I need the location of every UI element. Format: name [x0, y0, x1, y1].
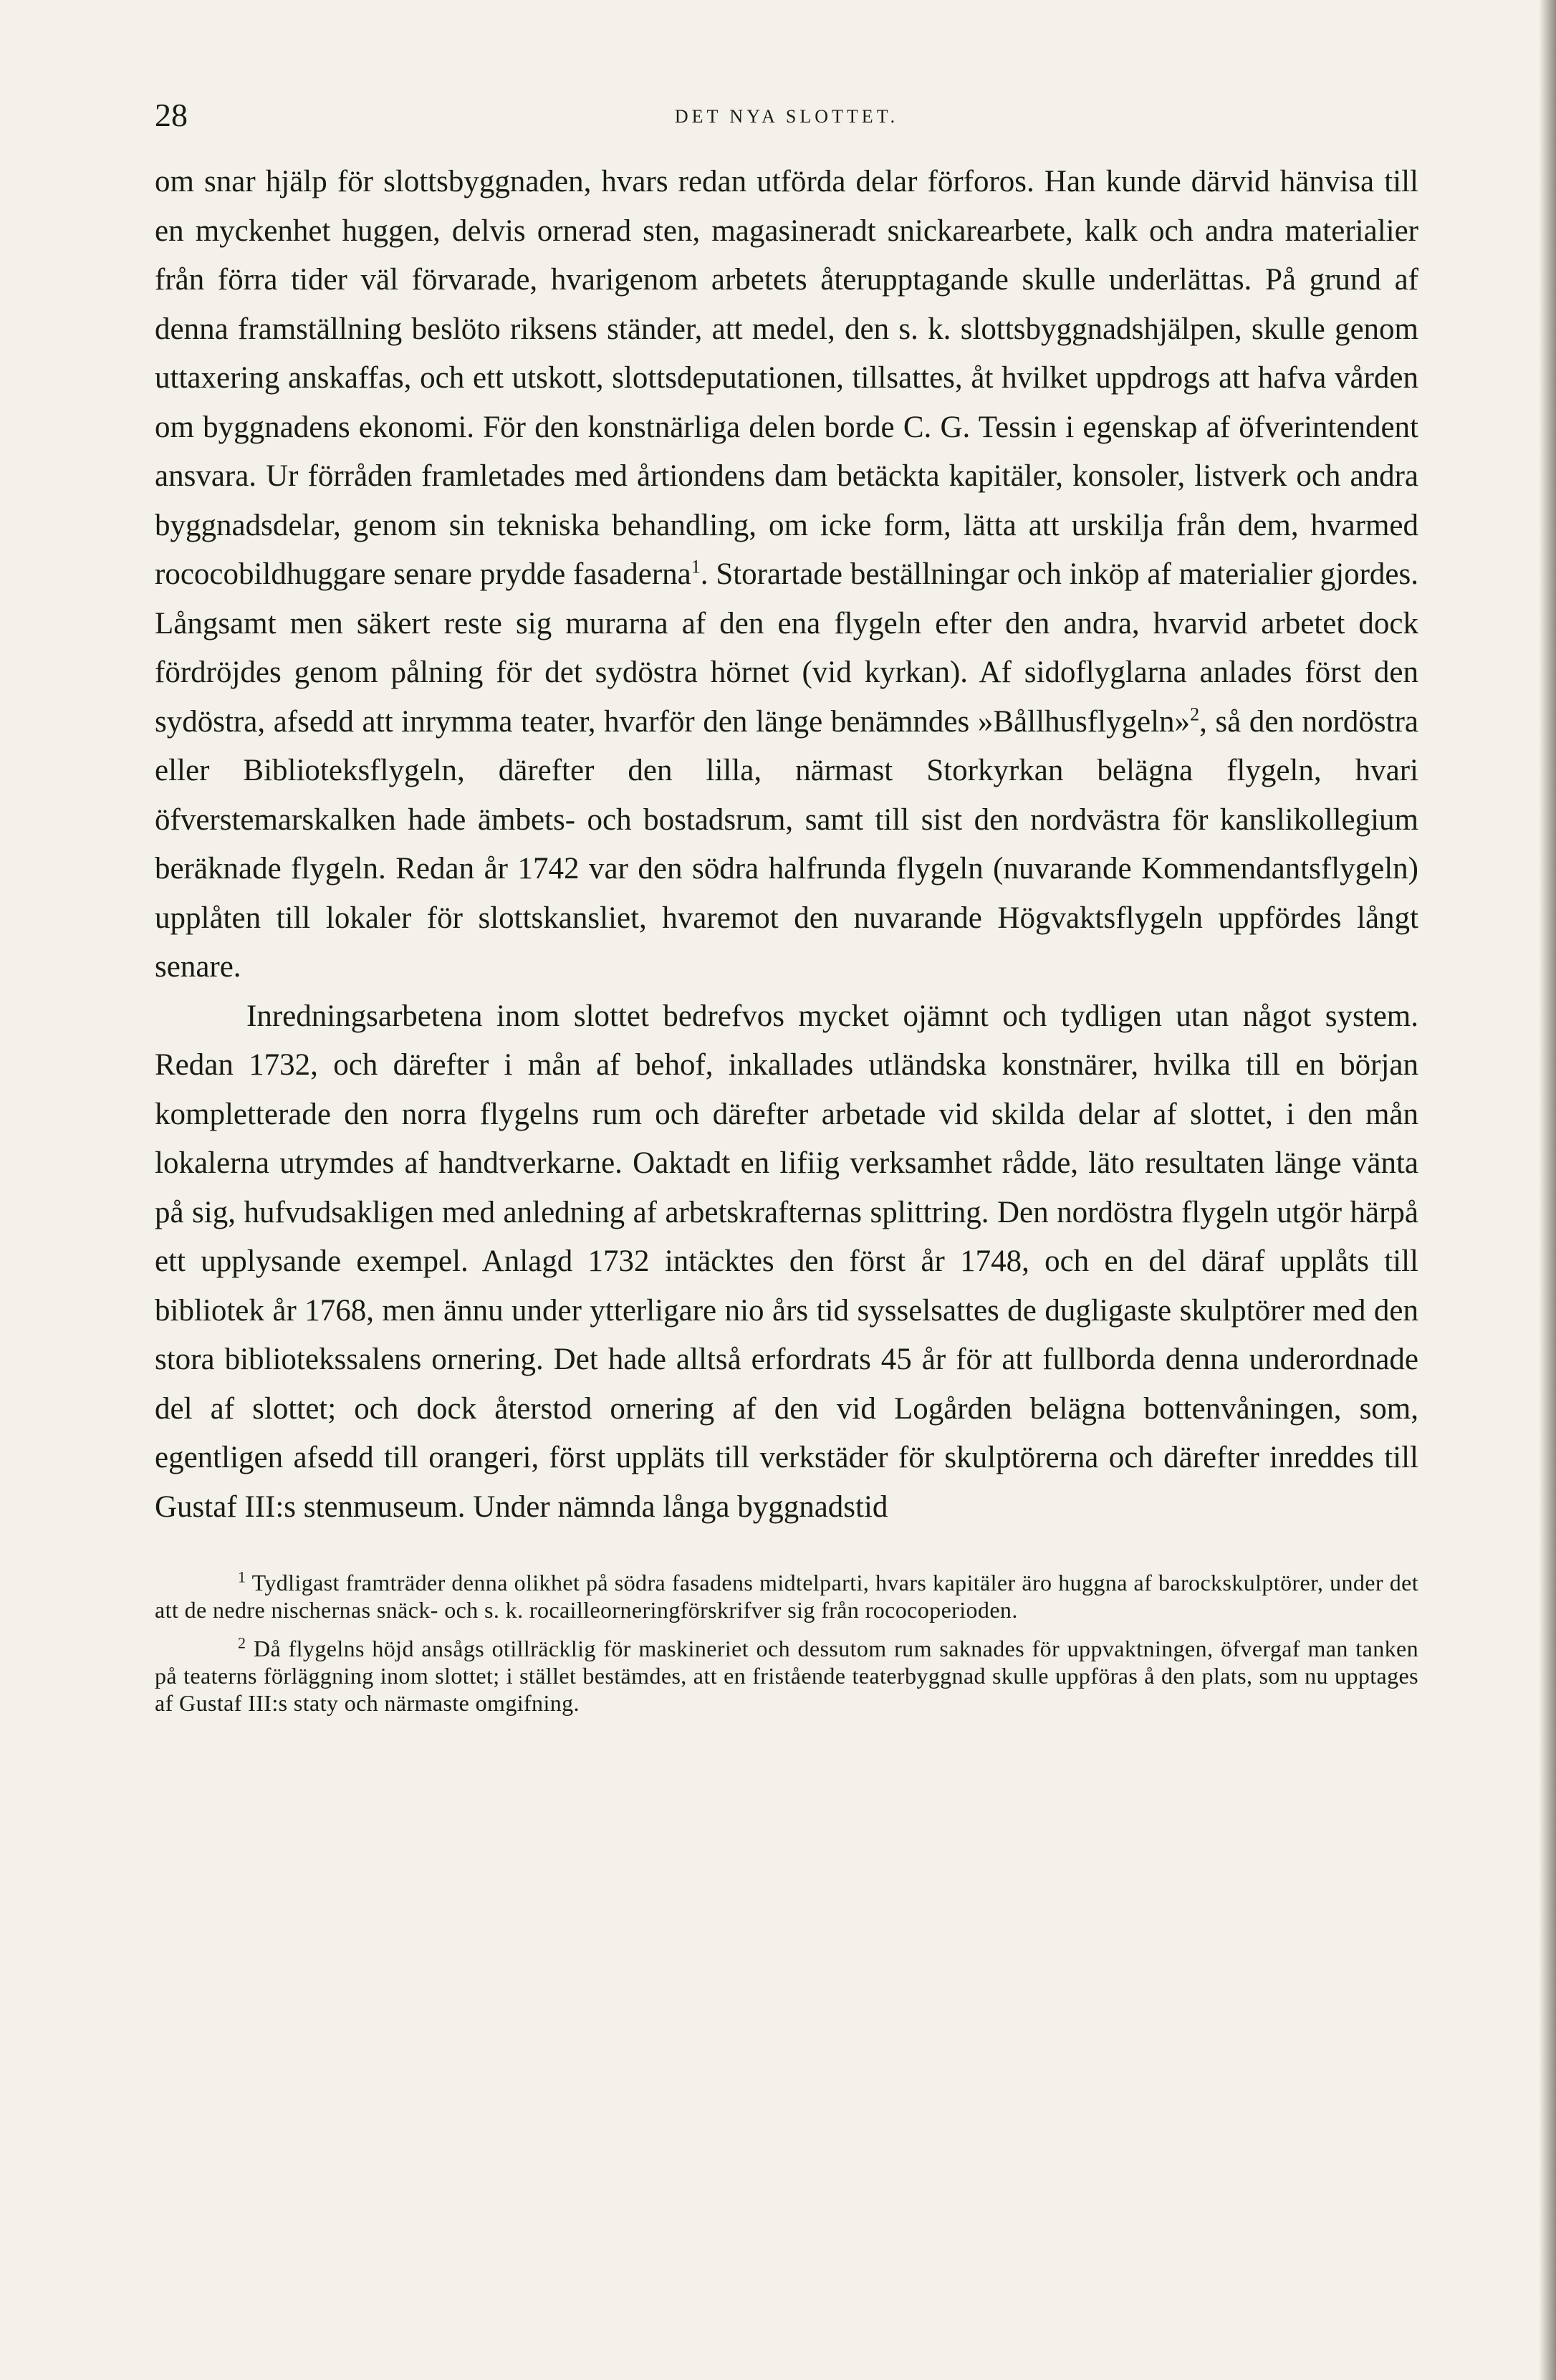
footnote-reference-2: 2: [1190, 704, 1200, 725]
footnote-text-2: Då flygelns höjd ansågs otillräcklig för maskineriet och dessutom rum saknades för uppvaktningen, öfvergaf man tanken på teaterns förläggning inom slottet; i stället bestämdes, att en fristående teaterbyggnad skulle uppföras å den plats, som nu upptages af Gustaf III:s staty och närmaste omgifning.: [155, 1636, 1418, 1716]
page-header: [155, 79, 1418, 150]
footnote-text-1: Tydligast framträder denna olikhet på södra fasadens midtelparti, hvars kapitäler äro huggna af barockskulptörer, under det att de nedre nischernas snäck- och s. k. rocailleorneringförskrifver sig från rococoperioden.: [155, 1570, 1419, 1623]
footnote-2: [155, 1635, 1418, 1717]
running-title: DET NYA SLOTTET.: [674, 106, 899, 127]
footnote-marker-1: 1: [238, 1568, 246, 1586]
paragraph-1-part-c: , så den nordöstra eller Biblioteksflygeln, därefter den lilla, närmast Storkyrkan belägna flygeln, hvari öfverstemarskalken hade ämbets- och bostadsrum, samt till sist den nordvästra för kanslikollegium beräknade flygeln. Redan år 1742 var den södra halfrunda flygeln (nuvarande Kommendantsflygeln) upplåten till lokaler för slottskansliet, hvaremot den nuvarande Högvaktsflygeln uppfördes långt senare.: [155, 704, 1419, 984]
book-page: [155, 79, 1418, 1728]
footnote-reference-1: 1: [691, 556, 701, 577]
page-edge-shadow: [1539, 0, 1556, 2380]
body-text: [155, 158, 1418, 1532]
page-number: 28: [155, 97, 188, 133]
paragraph-1: [155, 158, 1418, 992]
paragraph-2: Inredningsarbetena inom slottet bedrefvos mycket ojämnt och tydligen utan något system. Redan 1732, och därefter i mån af behof, inkallades utländska konstnärer, hvilka till en början kompletterade den norra flygelns rum och därefter arbetade vid skilda delar af slottet, i den mån lokalerna utrymdes af handtverkarne. Oaktadt en lifiig verksamhet rådde, läto resultaten länge vänta på sig, hufvudsakligen med anledning af arbetskrafternas splittring. Den nordöstra flygeln utgör härpå ett upplysande exempel. Anlagd 1732 intäcktes den först år 1748, och en del däraf upplåts till bibliotek år 1768, men ännu under ytterligare nio års tid sysselsattes de dugligaste skulptörer med den stora bibliotekssalens ornering. Det hade alltså erfordrats 45 år för att fullborda denna underordnade del af slottet; och dock återstod ornering af den vid Logården belägna bottenvåningen, som, egentligen afsedd till orangeri, först uppläts till verkstäder för skulptörerna och därefter inreddes till Gustaf III:s stenmuseum. Under nämnda långa byggnadstid: [155, 999, 1418, 1524]
paragraph-1-part-a: om snar hjälp för slottsbyggnaden, hvars redan utförda delar förforos. Han kunde därvid hänvisa till en myckenhet huggen, delvis ornerad sten, magasineradt snickarearbete, kalk och andra materialier från förra tider väl förvarade, hvarigenom arbetets återupptagande skulle underlättas. På grund af denna framställning beslöto riksens ständer, att medel, den s. k. slottsbyggnadshjälpen, skulle genom uttaxering anskaffas, och ett utskott, slottsdeputationen, tillsattes, åt hvilket uppdrogs att hafva vården om byggnadens ekonomi. För den konstnärliga delen borde C. G. Tessin i egenskap af öfverintendent ansvara. Ur förråden framletades med årtiondens dam betäckta kapitäler, konsoler, listverk och andra byggnadsdelar, genom sin tekniska behandling, om icke form, lätta att urskilja från dem, hvarmed rococobildhuggare senare prydde fasaderna: [155, 165, 1418, 591]
footnote-marker-2: 2: [238, 1633, 246, 1652]
paragraph-1-part-b: . Storartade beställningar och inköp af materialier gjordes. Långsamt men säkert reste sig murarna af den ena flygeln efter den andra, hvarvid arbetet dock fördröjdes genom pålning för det sydöstra hörnet (vid kyrkan). Af sidoflyglarna anlades först den sydöstra, afsedd att inrymma teater, hvarför den länge benämndes »Bållhusflygeln»: [155, 557, 1418, 739]
footnotes: [155, 1569, 1418, 1717]
footnote-1: [155, 1569, 1418, 1623]
